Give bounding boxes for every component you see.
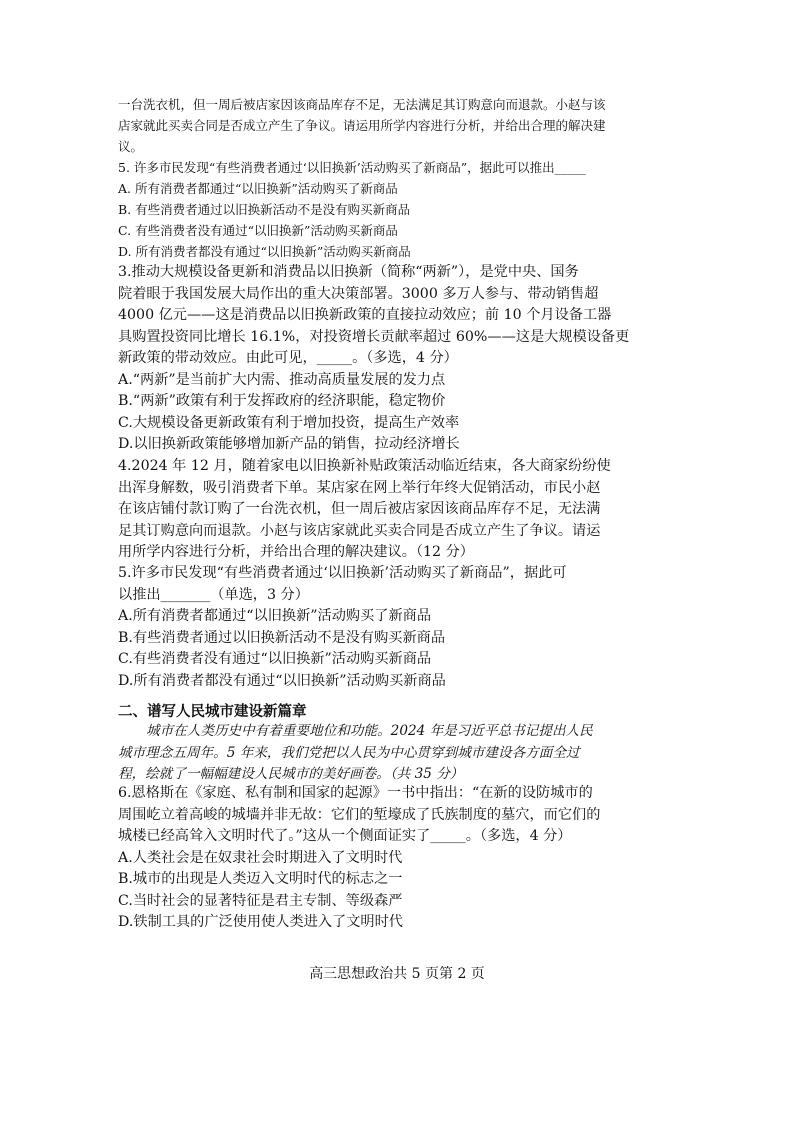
intro-line: 城市理念五周年。5 年来，我们党把以人民为中心贯穿到城市建设各方面全过 [118, 744, 580, 761]
question-stem: 4000 亿元——这是消费品以旧换新政策的直接拉动效应；前 10 个月设备工器 [118, 307, 612, 323]
option-b: B.有些消费者通过以旧换新活动不是没有购买新商品 [118, 629, 446, 646]
option-b: B.城市的出现是人类迈入文明时代的标志之一 [118, 871, 403, 887]
option-a: A.“两新”是当前扩大内需、推动高质量发展的发力点 [118, 371, 446, 388]
question-3 [118, 262, 678, 456]
intro-line: 程，绘就了一幅幅建设人民城市的美好画卷。（共 35 分） [118, 766, 464, 782]
question-stem: 具购置投资同比增长 16.1%，对投资增长贡献率超过 60%——这是大规模设备更 [118, 328, 630, 345]
question-stem: 周围屹立着高峻的城墙并非无故：它们的堑壕成了氏族制度的墓穴，而它们的 [118, 806, 601, 823]
text-line: 一台洗衣机，但一周后被店家因该商品库存不足，无法满足其订购意向而退款。小赵与该 [118, 97, 606, 112]
option-d: D.以旧换新政策能够增加新产品的销售，拉动经济增长 [118, 436, 460, 452]
question-stem: 5. 许多市民发现“有些消费者通过‘以旧换新’活动购买了新商品”，据此可以推出_____ [118, 160, 586, 175]
question-5-preview [118, 94, 678, 262]
question-stem: 院着眼于我国发展大局作出的重大决策部署。3000 多万人参与、带动销售超 [118, 285, 599, 302]
option-c: C.有些消费者没有通过“以旧换新”活动购买新商品 [118, 651, 432, 667]
question-4 [118, 456, 678, 564]
question-stem: 足其订购意向而退款。小赵与该店家就此买卖合同是否成立产生了争议。请运 [118, 522, 601, 539]
option-a: A.人类社会是在奴隶社会时期进入了文明时代 [118, 849, 403, 866]
option-c: C.当时社会的显著特征是君主专制、等级森严 [118, 892, 403, 909]
section-intro [118, 721, 678, 786]
text-line: 店家就此买卖合同是否成立产生了争议。请运用所学内容进行分析，并给出合理的解决建 [118, 118, 606, 133]
question-stem: 在该店铺付款订购了一台洗衣机，但一周后被店家因该商品库存不足，无法满 [118, 501, 601, 517]
section-heading: 二、谱写人民城市建设新篇章 [118, 704, 307, 720]
question-stem: 以推出_______（单选，3 分） [118, 586, 309, 603]
option-a: A. 所有消费者都通过“以旧换新”活动购买了新商品 [118, 181, 398, 196]
question-6 [118, 783, 678, 934]
question-stem: 出浑身解数，吸引消费者下单。某店家在网上举行年终大促销活动，市民小赵 [118, 479, 601, 496]
option-b: B.“两新”政策有利于发挥政府的经济职能，稳定物价 [118, 393, 446, 409]
intro-line: 城市在人类历史中有着重要地位和功能。2024 年是习近平总书记提出人民 [146, 723, 593, 739]
page-footer: 高三思想政治共 5 页第 2 页 [309, 966, 485, 982]
question-stem: 用所学内容进行分析，并给出合理的解决建议。（12 分） [118, 544, 474, 560]
question-stem: 新政策的带动效应。由此可见，_____。（多选，4 分） [118, 350, 458, 366]
question-stem: 6.恩格斯在《家庭、私有制和国家的起源》一书中指出：“在新的设防城市的 [118, 785, 593, 801]
question-stem: 3.推动大规模设备更新和消费品以旧换新（简称“两新”），是党中央、国务 [118, 264, 579, 280]
option-a: A.所有消费者都通过“以旧换新”活动购买了新商品 [118, 608, 432, 624]
option-c: C. 有些消费者没有通过“以旧换新”活动购买新商品 [118, 223, 398, 238]
question-5 [118, 563, 678, 692]
option-c: C.大规模设备更新政策有利于增加投资，提高生产效率 [118, 414, 460, 431]
option-d: D.所有消费者都没有通过“以旧换新”活动购买新商品 [118, 672, 446, 689]
text-line: 议。 [118, 139, 144, 154]
option-b: B. 有些消费者通过以旧换新活动不是没有购买新商品 [118, 202, 411, 217]
option-d: D.铁制工具的广泛使用使人类进入了文明时代 [118, 914, 403, 930]
question-stem: 5.许多市民发现“有些消费者通过‘以旧换新’活动购买了新商品”，据此可 [118, 565, 567, 581]
question-stem: 城楼已经高耸入文明时代了。”这从一个侧面证实了_____。（多选，4 分） [118, 828, 572, 844]
question-stem: 4.2024 年 12 月，随着家电以旧换新补贴政策活动临近结束，各大商家纷纷使 [118, 458, 611, 474]
option-d: D. 所有消费者都没有通过“以旧换新”活动购买新商品 [118, 244, 411, 259]
